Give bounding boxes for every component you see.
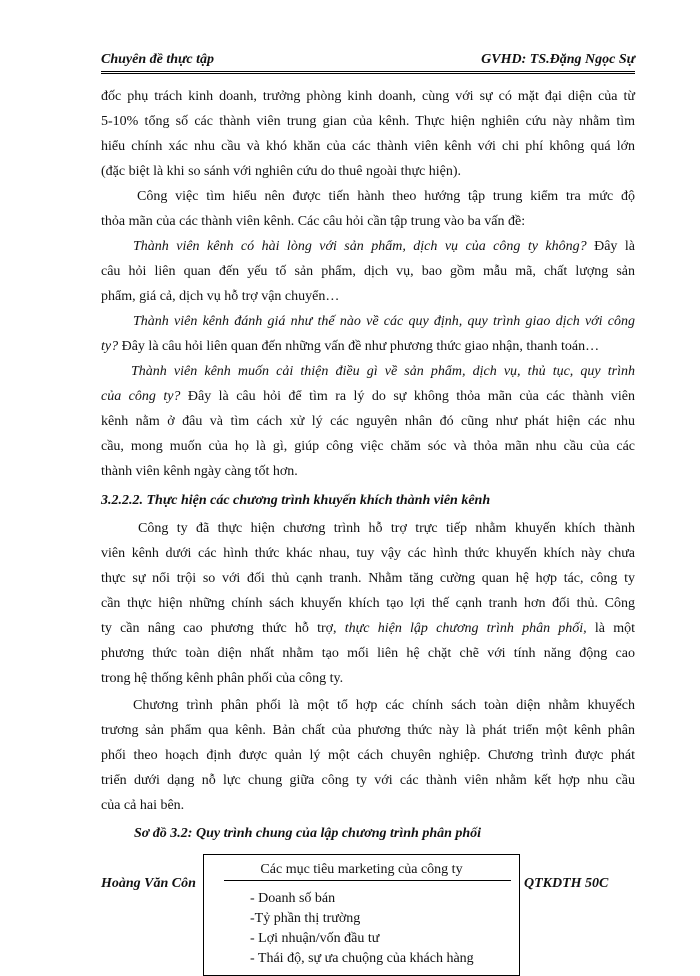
text-line: thành viên kênh ngày càng tốt hơn.: [101, 464, 298, 479]
section-heading: 3.2.2.2. Thực hiện các chương trình khuyến khích thành viên kênh: [101, 493, 491, 508]
text-line: phối theo hoạch định được quản lý một cách chuyên nghiệp. Chương trình được phát: [101, 748, 635, 763]
diagram-item: -Tỷ phần thị trường: [250, 911, 361, 926]
diagram-item: - Lợi nhuận/vốn đầu tư: [250, 931, 380, 946]
header-advisor: GVHD: TS.Đặng Ngọc Sự: [481, 52, 635, 67]
page-header: [101, 50, 635, 72]
question-text: ty?: [101, 339, 119, 354]
text-line: phương thức toàn diện nhất nhằm tạo mối liên hệ chặt chẽ với tính năng động cao: [101, 646, 635, 661]
text-line: Công ty đã thực hiện chương trình hỗ trợ trực tiếp nhằm khuyến khích thành: [138, 521, 635, 536]
text-line: trong hệ thống kênh phân phối của công ty.: [101, 671, 344, 686]
question-text: Thành viên kênh có hài lòng với sản phẩm, dịch vụ của công ty không?: [133, 239, 587, 254]
text-line: thực sự nổi trội so với đối thủ cạnh tranh. Nhằm tăng cường quan hệ hợp tác, công ty: [101, 571, 635, 586]
emphasis-text: thực hiện lập chương trình phân phối,: [344, 621, 587, 636]
header-title: Chuyên đề thực tập: [101, 52, 215, 67]
diagram-box: [203, 854, 520, 976]
question-note: Đây là câu hỏi để tìm ra lý do sự không thỏa mãn của các thành viên: [180, 389, 635, 404]
text-line: 5-10% tổng số các thành viên trung gian của kênh. Thực hiện nghiên cứu này nhằm tìm: [101, 114, 635, 129]
text-line: [101, 620, 635, 638]
text-line: câu hỏi liên quan đến yếu tố sản phẩm, dịch vụ, bao gồm mẫu mã, chất lượng sản: [101, 264, 635, 279]
question-note: Đây là: [586, 239, 635, 254]
text-line: triển dưới dạng nỗ lực chung giữa công ty với các thành viên nhằm kết hợp nhu cầu: [101, 773, 635, 788]
figure-caption: Sơ đồ 3.2: Quy trình chung của lập chương trình phân phối: [134, 826, 482, 841]
footer-class: QTKDTH 50C: [524, 876, 609, 891]
text-line: thỏa mãn của các thành viên kênh. Các câu hỏi cần tập trung vào ba vấn đề:: [101, 214, 526, 229]
footer-author: Hoàng Văn Côn: [101, 876, 196, 891]
question-text: Thành viên kênh muốn cải thiện điều gì về sản phẩm, dịch vụ, thủ tục, quy trình: [131, 364, 635, 379]
text-line: hiểu chính xác nhu cầu và khó khăn của các thành viên kênh với chi phí không quá lớn: [101, 139, 635, 154]
text-line: (đặc biệt là khi so sánh với nghiên cứu do thuê ngoài thực hiện).: [101, 164, 462, 179]
question-note: Đây là câu hỏi liên quan đến những vấn đề như phương thức giao nhận, thanh toán…: [118, 339, 600, 354]
diagram-item: - Doanh số bán: [250, 891, 336, 906]
text-segment: ty cần nâng cao phương thức hỗ trợ,: [101, 621, 345, 636]
text-line: cầu, mong muốn của họ là gì, giúp công việc chăm sóc và thỏa mãn nhu cầu của các: [101, 439, 635, 454]
diagram-item: - Thái độ, sự ưa chuộng của khách hàng: [250, 951, 474, 966]
header-rule: [101, 71, 635, 74]
question-line: [133, 238, 635, 256]
question-line: [101, 388, 635, 406]
text-line: Công việc tìm hiểu nên được tiến hành theo hướng tập trung kiểm tra mức độ: [137, 189, 635, 204]
question-line: [101, 338, 635, 356]
text-line: kênh nằm ở đâu và tìm cách xử lý các nguyên nhân đó cũng như phát hiện các nhu: [101, 414, 635, 429]
question-text: Thành viên kênh đánh giá như thế nào về các quy định, quy trình giao dịch với công: [133, 314, 635, 329]
text-line: của cả hai bên.: [101, 798, 185, 813]
text-line: đốc phụ trách kinh doanh, trưởng phòng kinh doanh, cùng với sự có mặt đại diện của từ: [101, 89, 635, 104]
question-text: của công ty?: [101, 389, 181, 404]
text-segment: là một: [586, 621, 635, 636]
text-line: viên kênh dưới các hình thức khác nhau, tuy vậy các hình thức khuyến khích này chưa: [101, 546, 635, 561]
text-line: trương sản phẩm qua kênh. Bản chất của phương thức này là phát triển một kênh phân: [101, 723, 635, 738]
text-line: Chương trình phân phối là một tổ hợp các chính sách toàn diện nhằm khuyếch: [133, 698, 635, 713]
diagram-title: Các mục tiêu marketing của công ty: [260, 862, 463, 877]
diagram-title-rule: [224, 880, 511, 881]
text-line: cần thực hiện những chính sách khuyến khích tạo lợi thế cạnh tranh hơn đối thủ. Công: [101, 596, 635, 611]
text-line: phẩm, giá cả, dịch vụ hỗ trợ vận chuyển…: [101, 289, 340, 304]
